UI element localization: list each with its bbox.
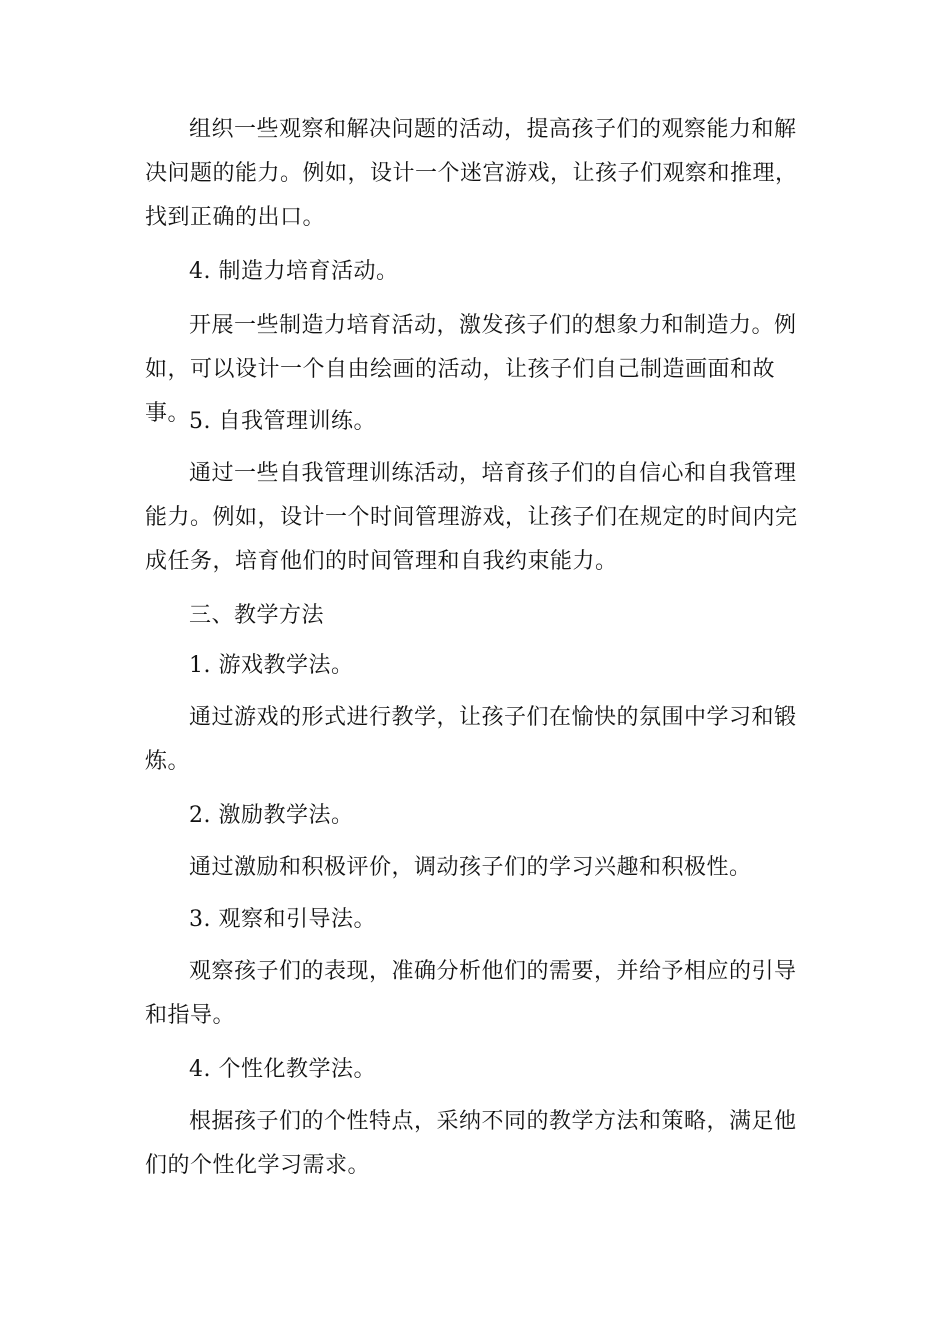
section-heading-teaching-methods: 三、教学方法	[189, 603, 325, 628]
heading-incentive-method: 2. 激励教学法。	[189, 803, 354, 828]
paragraph-observation-activities: 组织一些观察和解决问题的活动，提高孩子们的观察能力和解决问题的能力。例如，设计一个迷宫游戏，让孩子们观察和推理，找到正确的出口。	[145, 117, 798, 230]
paragraph-game-method: 通过游戏的形式进行教学，让孩子们在愉快的氛围中学习和锻炼。	[145, 705, 797, 774]
heading-self-management: 5. 自我管理训练。	[189, 409, 376, 434]
heading-observation-guidance: 3. 观察和引导法。	[189, 907, 376, 932]
paragraph-observation-guidance: 观察孩子们的表现，准确分析他们的需要，并给予相应的引导和指导。	[145, 959, 797, 1028]
paragraph-incentive-method: 通过激励和积极评价，调动孩子们的学习兴趣和积极性。	[189, 855, 752, 880]
heading-game-method: 1. 游戏教学法。	[189, 653, 354, 678]
heading-personalized-method: 4. 个性化教学法。	[189, 1057, 376, 1082]
paragraph-creativity-activities: 开展一些制造力培育活动，激发孩子们的想象力和制造力。例如，可以设计一个自由绘画的活动，让孩子们自己制造画面和故事。	[145, 313, 797, 426]
paragraph-personalized-method: 根据孩子们的个性特点，采纳不同的教学方法和策略，满足他们的个性化学习需求。	[145, 1109, 797, 1178]
heading-creativity-activities: 4. 制造力培育活动。	[189, 259, 399, 284]
paragraph-self-management: 通过一些自我管理训练活动，培育孩子们的自信心和自我管理能力。例如，设计一个时间管理游戏，让孩子们在规定的时间内完成任务，培育他们的时间管理和自我约束能力。	[145, 461, 798, 574]
